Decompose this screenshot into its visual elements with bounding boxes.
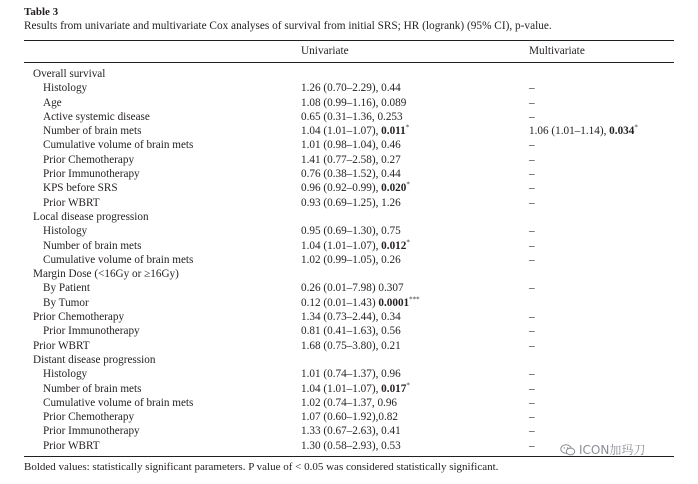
row-label-text: KPS before SRS [43,182,118,195]
row-label-text: By Tumor [43,296,89,309]
univariate-cell [301,382,410,396]
univariate-cell [301,110,403,124]
univariate-cell-significant-p: 0.0001 [378,296,410,309]
row-label-text: Prior Chemotherapy [43,411,135,424]
table-row [0,210,698,224]
table-row [0,281,698,295]
table-row [0,396,698,410]
row-label [43,367,87,381]
row-label-text: Number of brain mets [43,382,142,395]
table-caption: Results from univariate and multivariate Cox analyses of survival from initial SRS; HR (logrank) (95% CI), p-value. [24,20,552,32]
wechat-icon [560,444,576,456]
univariate-cell-significance-marker: * [405,123,410,132]
univariate-cell-value: 0.93 (0.69–1.25), 1.26 [301,196,401,209]
row-label [43,424,140,438]
table-row [0,181,698,195]
row-label [43,138,193,152]
univariate-cell [301,239,410,253]
multivariate-cell [529,410,535,424]
multivariate-cell [529,310,535,324]
row-label [43,96,62,110]
univariate-cell-significant-p: 0.012 [381,239,407,252]
multivariate-cell [529,110,535,124]
row-label-text: Prior Immunotherapy [43,168,140,181]
header-univariate: Univariate [301,45,349,57]
row-label [33,339,90,353]
row-label-text: Prior Chemotherapy [33,311,125,324]
multivariate-cell-significant-p: 0.034 [609,125,635,138]
row-label-text: Cumulative volume of brain mets [43,396,194,409]
multivariate-cell [529,96,535,110]
row-label-text: Distant disease progression [33,353,156,366]
multivariate-cell-value: – [529,311,535,324]
univariate-cell [301,224,401,238]
multivariate-cell [529,153,535,167]
univariate-cell-significance-marker: *** [409,295,420,304]
row-label [43,196,100,210]
row-label-text: Prior WBRT [33,339,90,352]
univariate-cell [301,181,410,195]
univariate-cell-value: 1.08 (0.99–1.16), 0.089 [301,96,407,109]
univariate-cell [301,96,406,110]
univariate-cell [301,124,409,138]
univariate-cell-value: 1.07 (0.60–1.92),0.82 [301,411,398,424]
univariate-cell [301,439,401,453]
row-label-text: Prior Immunotherapy [43,325,140,338]
multivariate-cell-value: – [529,82,535,95]
univariate-cell-value: 1.04 (1.01–1.07), [301,382,382,395]
row-label [33,353,155,367]
univariate-cell-significant-p: 0.017 [381,382,407,395]
univariate-cell-value: 0.76 (0.38–1.52), 0.44 [301,168,401,181]
univariate-cell-value: 1.01 (0.98–1.04), 0.46 [301,139,401,152]
multivariate-cell-value: – [529,325,535,338]
table-row [0,410,698,424]
row-label-text: Histology [43,368,88,381]
row-label [33,267,179,281]
univariate-cell [301,296,420,310]
univariate-cell [301,339,401,353]
table-row [0,81,698,95]
row-label [43,396,193,410]
univariate-cell-significance-marker: * [406,380,410,389]
multivariate-cell-significance-marker: * [634,123,638,132]
multivariate-cell-value: – [529,253,535,266]
univariate-cell-value: 1.30 (0.58–2.93), 0.53 [301,439,401,452]
header-multivariate: Multivariate [529,45,585,57]
row-label [43,124,142,138]
row-label-text: Number of brain mets [43,239,142,252]
multivariate-cell [529,367,535,381]
row-label [33,67,105,81]
univariate-cell-value: 1.02 (0.99–1.05), 0.26 [301,253,401,266]
multivariate-cell [529,239,535,253]
row-label-text: Prior Immunotherapy [43,425,140,438]
multivariate-cell-value: – [529,282,535,295]
univariate-cell-value: 0.95 (0.69–1.30), 0.75 [301,225,401,238]
row-label [43,239,142,253]
univariate-cell [301,167,401,181]
table-row [0,424,698,438]
multivariate-cell [529,196,535,210]
table-body [0,67,698,453]
row-label [33,310,124,324]
multivariate-cell-value: – [529,96,535,109]
watermark-text: ICON加玛刀 [579,443,646,457]
multivariate-cell [529,253,535,267]
multivariate-cell-value: – [529,425,535,438]
table-row [0,124,698,138]
row-label [43,167,140,181]
univariate-cell-value: 1.26 (0.70–2.29), 0.44 [301,82,401,95]
row-label-text: Margin Dose (<16Gy or ≥16Gy) [33,268,179,281]
top-rule [24,40,674,41]
table-row [0,267,698,281]
multivariate-cell [529,167,535,181]
table-label: Table 3 [24,6,59,18]
table-row [0,253,698,267]
table-footnote: Bolded values: statistically significant parameters. P value of < 0.05 was considered statistically significant. [24,461,499,473]
row-label [43,382,142,396]
multivariate-cell-value: – [529,368,535,381]
row-label [43,324,140,338]
multivariate-cell [529,339,535,353]
table-row [0,224,698,238]
univariate-cell-significant-p: 0.011 [381,125,406,138]
univariate-cell [301,138,401,152]
table-row [0,153,698,167]
univariate-cell-value: 1.34 (0.73–2.44), 0.34 [301,311,401,324]
multivariate-cell [529,81,535,95]
univariate-cell-value: 0.26 (0.01–7.98) 0.307 [301,282,404,295]
univariate-cell-value: 1.68 (0.75–3.80), 0.21 [301,339,401,352]
row-label [43,110,150,124]
table-row [0,353,698,367]
univariate-cell-significance-marker: * [406,180,410,189]
univariate-cell [301,196,401,210]
univariate-cell [301,281,404,295]
row-label [43,224,87,238]
header-rule [24,62,674,63]
multivariate-cell-value: – [529,225,535,238]
univariate-cell [301,253,401,267]
multivariate-cell-value: – [529,396,535,409]
row-label [43,281,90,295]
multivariate-cell-value: – [529,139,535,152]
row-label [43,439,100,453]
univariate-cell-value: 0.65 (0.31–1.36, 0.253 [301,110,403,123]
row-label-text: Histology [43,82,88,95]
multivariate-cell [529,382,535,396]
row-label-text: Age [43,96,62,109]
univariate-cell-value: 1.04 (1.01–1.07), [301,239,382,252]
multivariate-cell [529,424,535,438]
univariate-cell-value: 0.96 (0.92–0.99), [301,182,382,195]
row-label-text: Overall survival [33,68,106,80]
row-label-text: By Patient [43,282,90,295]
table-row [0,110,698,124]
univariate-cell-value: 1.01 (0.74–1.37), 0.96 [301,368,401,381]
univariate-cell-significance-marker: * [406,237,410,246]
multivariate-cell-value: 1.06 (1.01–1.14), [529,125,610,138]
row-label-text: Number of brain mets [43,125,142,138]
table-row [0,138,698,152]
multivariate-cell-value: – [529,239,535,252]
row-label-text: Prior WBRT [43,196,100,209]
row-label-text: Cumulative volume of brain mets [43,253,194,266]
multivariate-cell-value: – [529,110,535,123]
multivariate-cell-value: – [529,382,535,395]
univariate-cell [301,81,401,95]
multivariate-cell-value: – [529,168,535,181]
univariate-cell [301,367,401,381]
row-label-text: Prior Chemotherapy [43,153,135,166]
univariate-cell-value: 1.41 (0.77–2.58), 0.27 [301,153,401,166]
multivariate-cell [529,439,535,453]
multivariate-cell [529,281,535,295]
univariate-cell-value: 1.33 (0.67–2.63), 0.41 [301,425,401,438]
multivariate-cell [529,181,535,195]
row-label [43,296,89,310]
univariate-cell-value: 0.12 (0.01–1.43) [301,296,379,309]
table-row [0,382,698,396]
multivariate-cell-value: – [529,439,535,452]
row-label-text: Local disease progression [33,210,149,223]
watermark [560,441,645,458]
multivariate-cell [529,396,535,410]
row-label [43,81,87,95]
univariate-cell-value: 1.02 (0.74–1.37, 0.96 [301,396,398,409]
univariate-cell [301,424,401,438]
row-label-text: Histology [43,225,88,238]
multivariate-cell [529,324,535,338]
table-row [0,167,698,181]
table-row [0,96,698,110]
table-row [0,196,698,210]
univariate-cell-value: 0.81 (0.41–1.63), 0.56 [301,325,401,338]
multivariate-cell-value: – [529,339,535,352]
univariate-cell [301,310,401,324]
multivariate-cell [529,138,535,152]
multivariate-cell-value: – [529,196,535,209]
multivariate-cell [529,224,535,238]
univariate-cell [301,153,401,167]
multivariate-cell-value: – [529,182,535,195]
row-label-text: Prior WBRT [43,439,100,452]
table-row [0,367,698,381]
univariate-cell [301,410,398,424]
table-row [0,324,698,338]
multivariate-cell-value: – [529,411,535,424]
row-label-text: Active systemic disease [43,110,150,123]
row-label-text: Cumulative volume of brain mets [43,139,194,152]
table-row [0,296,698,310]
univariate-cell-significant-p: 0.020 [381,182,407,195]
row-label [33,210,149,224]
table-row [0,67,698,81]
row-label [43,253,193,267]
row-label [43,410,134,424]
table-row [0,239,698,253]
univariate-cell [301,396,397,410]
multivariate-cell [529,124,638,138]
row-label [43,153,134,167]
univariate-cell-value: 1.04 (1.01–1.07), [301,125,382,138]
table-row [0,310,698,324]
row-label [43,181,118,195]
table-row [0,339,698,353]
univariate-cell [301,324,401,338]
multivariate-cell-value: – [529,153,535,166]
